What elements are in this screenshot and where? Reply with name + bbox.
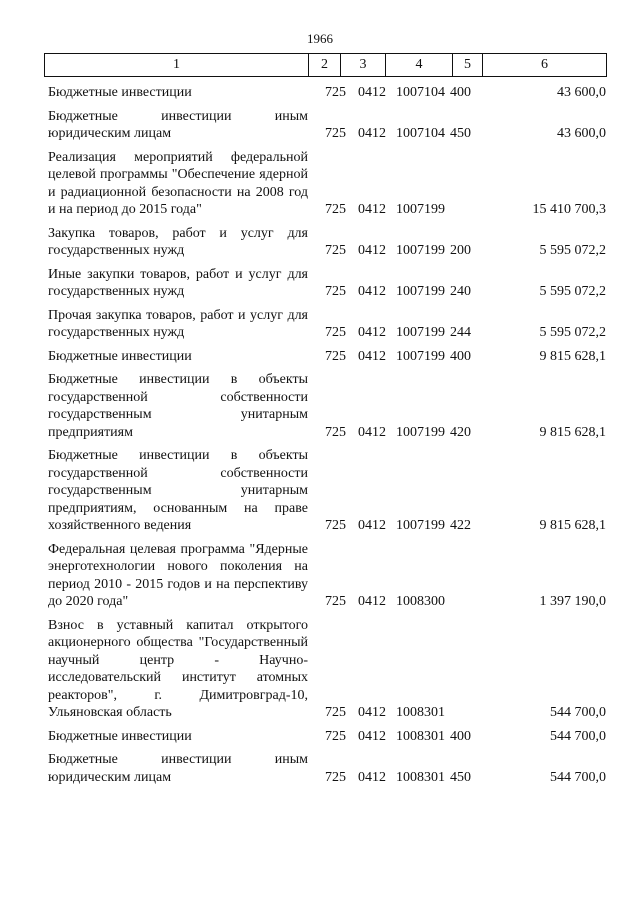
row-ministry-code: 725 [325, 769, 346, 785]
row-section-code: 0412 [358, 243, 386, 258]
table-row [44, 225, 606, 260]
row-ministry-code: 725 [325, 325, 346, 340]
table-row [44, 447, 606, 535]
row-ministry-code: 725 [325, 85, 346, 100]
row-name: Взнос в уставный капитал открытого акционерного общества "Государственный научный центр - Научно-исследовательский институт атомных реакторов", г. Димитровград-10, Ульяновская область [48, 617, 308, 720]
row-amount: 5 595 072,2 [539, 243, 606, 258]
column-header-row [45, 54, 607, 77]
column-header-6: 6 [483, 54, 607, 77]
row-section-code: 0412 [358, 202, 386, 217]
row-expense-type: 450 [450, 126, 471, 141]
row-section-code: 0412 [358, 728, 386, 744]
row-name: Бюджетные инвестиции [48, 348, 192, 364]
row-section-code: 0412 [358, 85, 386, 100]
row-expense-type: 244 [450, 325, 471, 340]
row-amount: 544 700,0 [550, 769, 606, 785]
table-row [44, 84, 606, 102]
row-section-code: 0412 [358, 705, 386, 720]
row-target-code: 1007104 [396, 126, 445, 141]
column-header-5: 5 [453, 54, 483, 77]
page-number: 1966 [307, 31, 333, 46]
row-target-code: 1007199 [396, 284, 445, 299]
row-expense-type: 422 [450, 518, 471, 533]
row-ministry-code: 725 [325, 243, 346, 258]
row-ministry-code: 725 [325, 728, 346, 744]
table-row [44, 348, 606, 366]
row-ministry-code: 725 [325, 424, 346, 440]
column-header-table [44, 53, 607, 77]
row-amount: 9 815 628,1 [539, 518, 606, 533]
table-row [44, 108, 606, 143]
row-name: Иные закупки товаров, работ и услуг для государственных нужд [48, 266, 308, 299]
row-amount: 544 700,0 [550, 705, 606, 720]
row-target-code: 1007199 [396, 518, 445, 533]
row-amount: 9 815 628,1 [539, 348, 606, 364]
row-ministry-code: 725 [325, 202, 346, 217]
row-amount: 43 600,0 [557, 126, 606, 141]
row-name: Бюджетные инвестиции [48, 85, 192, 100]
column-header-2: 2 [309, 54, 341, 77]
row-target-code: 1008301 [396, 705, 445, 720]
table-row [44, 149, 606, 219]
column-header-3: 3 [341, 54, 386, 77]
row-target-code: 1007199 [396, 243, 445, 258]
row-section-code: 0412 [358, 325, 386, 340]
row-section-code: 0412 [358, 126, 386, 141]
row-section-code: 0412 [358, 348, 386, 364]
row-ministry-code: 725 [325, 126, 346, 141]
row-amount: 5 595 072,2 [539, 284, 606, 299]
row-ministry-code: 725 [325, 594, 346, 609]
table-row [44, 751, 606, 786]
row-name: Федеральная целевая программа "Ядерные энерготехнологии нового поколения на период 2010 - 2015 годов и на перспективу до 2020 года" [48, 541, 308, 609]
row-target-code: 1007199 [396, 202, 445, 217]
row-ministry-code: 725 [325, 348, 346, 364]
row-amount: 1 397 190,0 [539, 594, 606, 609]
row-target-code: 1007104 [396, 85, 445, 100]
row-name: Бюджетные инвестиции иным юридическим лицам [48, 108, 308, 141]
table-row [44, 266, 606, 301]
row-ministry-code: 725 [325, 518, 346, 533]
table-row [44, 541, 606, 611]
row-amount: 544 700,0 [550, 728, 606, 744]
row-section-code: 0412 [358, 518, 386, 533]
row-expense-type: 420 [450, 424, 471, 440]
row-section-code: 0412 [358, 594, 386, 609]
row-expense-type: 400 [450, 728, 471, 744]
row-expense-type: 400 [450, 348, 471, 364]
column-header-4: 4 [386, 54, 453, 77]
row-target-code: 1008301 [396, 769, 445, 785]
row-name: Реализация мероприятий федеральной целевой программы "Обеспечение ядерной и радиационной безопасности на 2008 год и на период до 2015 года" [48, 149, 308, 217]
row-amount: 43 600,0 [557, 85, 606, 100]
row-section-code: 0412 [358, 424, 386, 440]
budget-table-body [44, 84, 606, 792]
row-expense-type: 200 [450, 243, 471, 258]
row-name: Бюджетные инвестиции в объекты государственной собственности государственным унитарным предприятиям [48, 372, 308, 440]
row-expense-type: 400 [450, 85, 471, 100]
row-amount: 9 815 628,1 [539, 424, 606, 440]
table-row [44, 371, 606, 441]
row-expense-type: 450 [450, 769, 471, 785]
row-ministry-code: 725 [325, 284, 346, 299]
row-ministry-code: 725 [325, 705, 346, 720]
table-row [44, 617, 606, 722]
row-name: Бюджетные инвестиции иным юридическим лицам [48, 752, 308, 785]
row-target-code: 1008300 [396, 594, 445, 609]
row-section-code: 0412 [358, 769, 386, 785]
row-expense-type: 240 [450, 284, 471, 299]
table-row [44, 307, 606, 342]
row-name: Закупка товаров, работ и услуг для государственных нужд [48, 225, 308, 258]
column-header-1: 1 [45, 54, 309, 77]
row-target-code: 1007199 [396, 325, 445, 340]
row-amount: 5 595 072,2 [539, 325, 606, 340]
table-row [44, 728, 606, 746]
row-name: Прочая закупка товаров, работ и услуг для государственных нужд [48, 307, 308, 340]
row-name: Бюджетные инвестиции [48, 728, 192, 744]
row-name: Бюджетные инвестиции в объекты государственной собственности государственным унитарным предприятиям, основанным на праве хозяйственного ведения [48, 448, 308, 533]
row-target-code: 1007199 [396, 348, 445, 364]
row-amount: 15 410 700,3 [532, 202, 606, 217]
row-section-code: 0412 [358, 284, 386, 299]
row-target-code: 1008301 [396, 728, 445, 744]
row-target-code: 1007199 [396, 424, 445, 440]
